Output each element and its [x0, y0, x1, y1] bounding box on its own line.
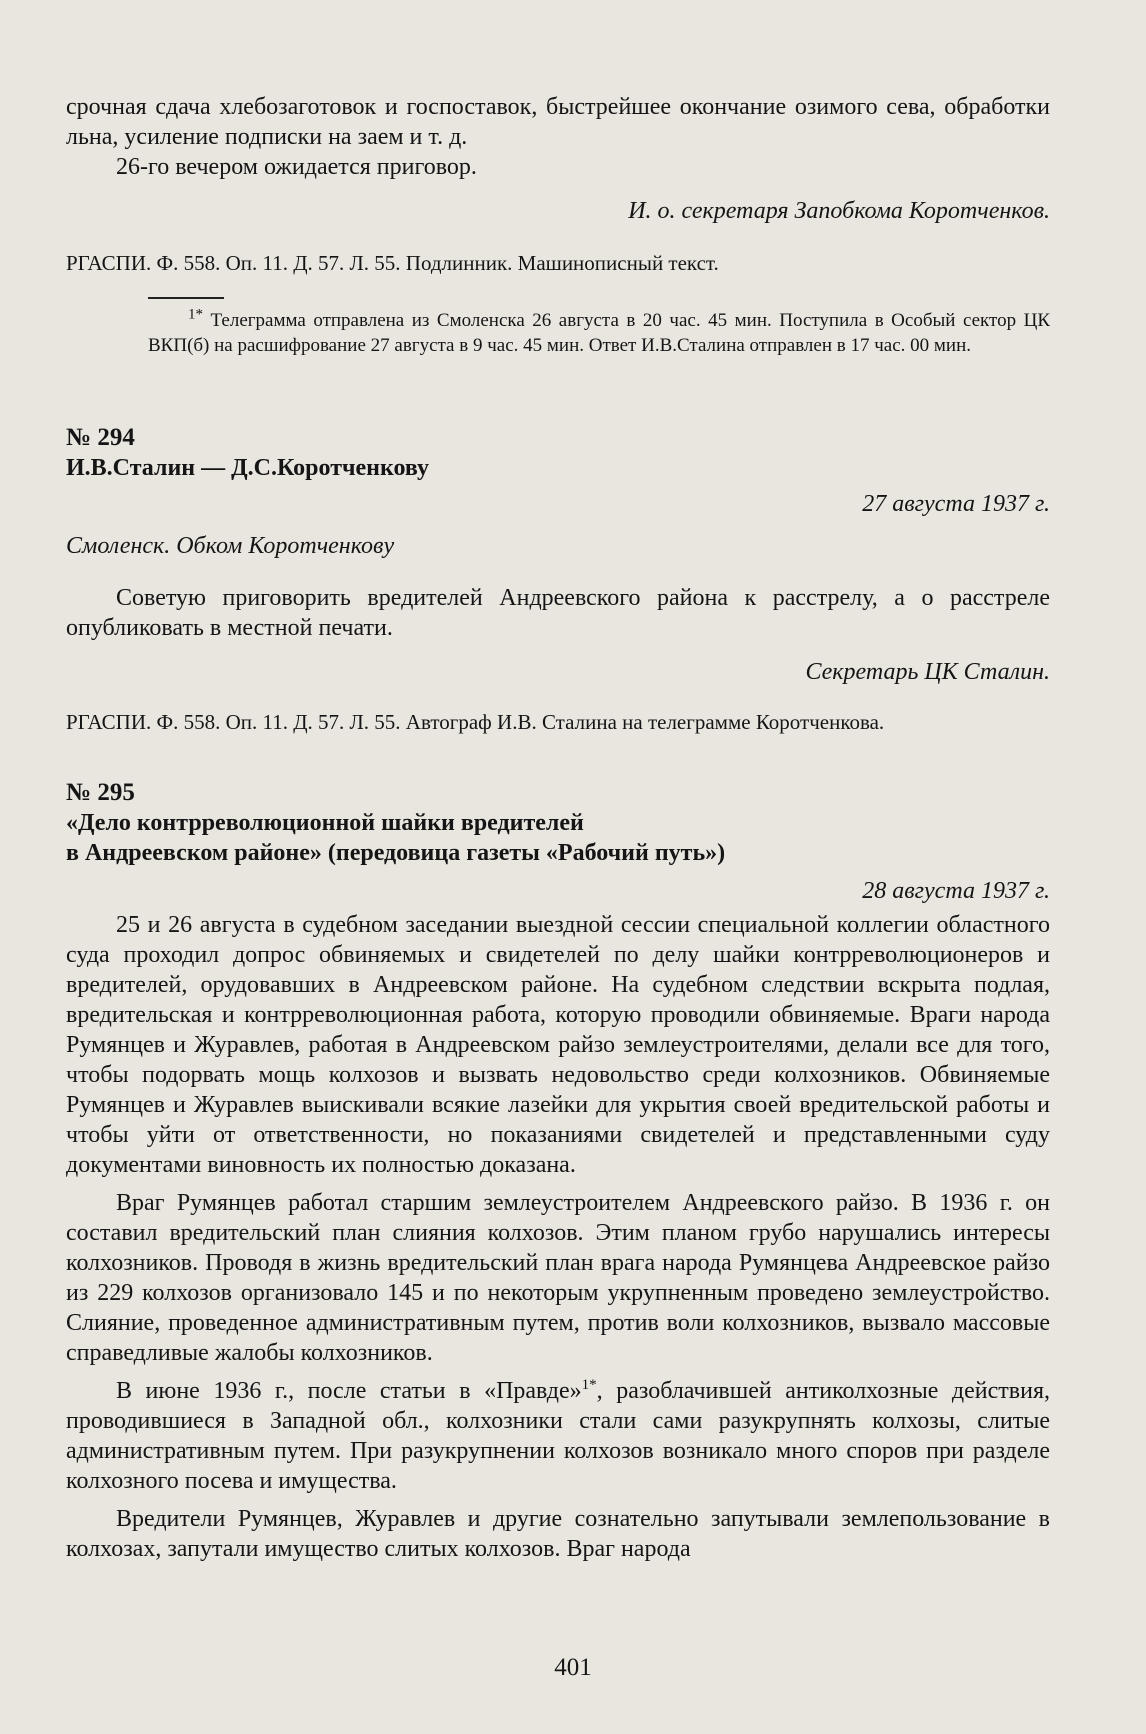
footnote-mark: 1* — [188, 306, 203, 323]
top-section — [66, 92, 1050, 277]
document-number: № 294 — [66, 424, 135, 451]
footnote-text: Телеграмма отправлена из Смоленска 26 августа в 20 час. 45 мин. Поступила в Особый сектор ЦК ВКП(б) на расшифрование 27 августа в 9 час. 45 мин. Ответ И.В.Сталина отправлен в 17 час. 00 мин. — [148, 310, 1050, 356]
page-number: 401 — [554, 1654, 592, 1681]
document-295 — [66, 778, 1050, 1564]
document-294 — [66, 423, 1050, 736]
document-date: 27 августа 1937 г. — [862, 491, 1050, 517]
paragraph-3 — [66, 1376, 1050, 1496]
archive-source: РГАСПИ. Ф. 558. Оп. 11. Д. 57. Л. 55. Подлинник. Машинописный текст. — [66, 251, 719, 275]
paragraph-3-end: , разоблачившей антиколхозные действия, проводившиеся в Западной обл., колхозники стали сами разукрупнять колхозы, слитые административным путем. При разукрупнении колхозов возникало много споров при разделе колхозного посева и имущества. — [66, 1378, 1050, 1494]
footnote-rule — [148, 297, 224, 299]
footnote-mark: 1* — [581, 1377, 597, 1393]
paragraph-verdict: 26-го вечером ожидается приговор. — [116, 154, 477, 180]
signature-korotchenkov: И. о. секретаря Запобкома Коротченков. — [628, 198, 1050, 224]
paragraph-continued: срочная сдача хлебозаготовок и госпоставок, быстрейшее окончание озимого сева, обработки льна, усиление подписки на заем и т. д. — [66, 94, 1050, 150]
document-text: Советую приговорить вредителей Андреевского района к расстрелу, а о расстреле опубликовать в местной печати. — [66, 585, 1050, 641]
paragraph-1: 25 и 26 августа в судебном заседании выездной сессии специальной коллегии областного суда проходил допрос обвиняемых и свидетелей по делу шайки контрреволюционеров и вредителей, орудовавших в Андреевском районе. На судебном следствии вскрыта подлая, вредительская и контрреволюционная работа, которую проводили обвиняемые. Враги народа Румянцев и Журавлев, работая в Андреевском райзо землеустроителями, делали все для того, чтобы подорвать мощь колхозов и вызвать недовольство среди колхозников. Обвиняемые Румянцев и Журавлев выискивали всякие лазейки для укрытия своей вредительской работы и чтобы уйти от ответственности, но показаниями свидетелей и представленными суду документами виновность их полностью доказана. — [66, 912, 1050, 1178]
footnote — [148, 308, 1050, 358]
document-number: № 295 — [66, 779, 135, 806]
document-title-line1: «Дело контрреволюционной шайки вредителей — [66, 810, 584, 836]
document-address: Смоленск. Обком Коротченкову — [66, 533, 395, 559]
paragraph-2: Враг Румянцев работал старшим землеустроителем Андреевского райзо. В 1936 г. он составил вредительский план слияния колхозов. Этим планом грубо нарушались интересы колхозников. Проводя в жизнь вредительский план врага народа Румянцева Андреевское райзо из 229 колхозов организовало 145 и по некоторым укрупненным проведено землеустройство. Слияние, проведенное административным путем, против воли колхозников, вызвало массовые справедливые жалобы колхозников. — [66, 1190, 1050, 1366]
footnote-block — [66, 308, 1050, 358]
document-date: 28 августа 1937 г. — [862, 878, 1050, 904]
archive-source: РГАСПИ. Ф. 558. Оп. 11. Д. 57. Л. 55. Автограф И.В. Сталина на телеграмме Коротченкова. — [66, 710, 885, 734]
paragraph-3-start: В июне 1936 г., после статьи в «Правде» — [116, 1378, 582, 1404]
signature-stalin: Секретарь ЦК Сталин. — [805, 659, 1050, 685]
document-title-line2: в Андреевском районе» (передовица газеты «Рабочий путь») — [66, 840, 726, 866]
document-title: И.В.Сталин — Д.С.Коротченкову — [66, 455, 430, 481]
paragraph-4: Вредители Румянцев, Журавлев и другие сознательно запутывали землепользование в колхозах, запутали имущество слитых колхозов. Враг народа — [66, 1506, 1050, 1562]
